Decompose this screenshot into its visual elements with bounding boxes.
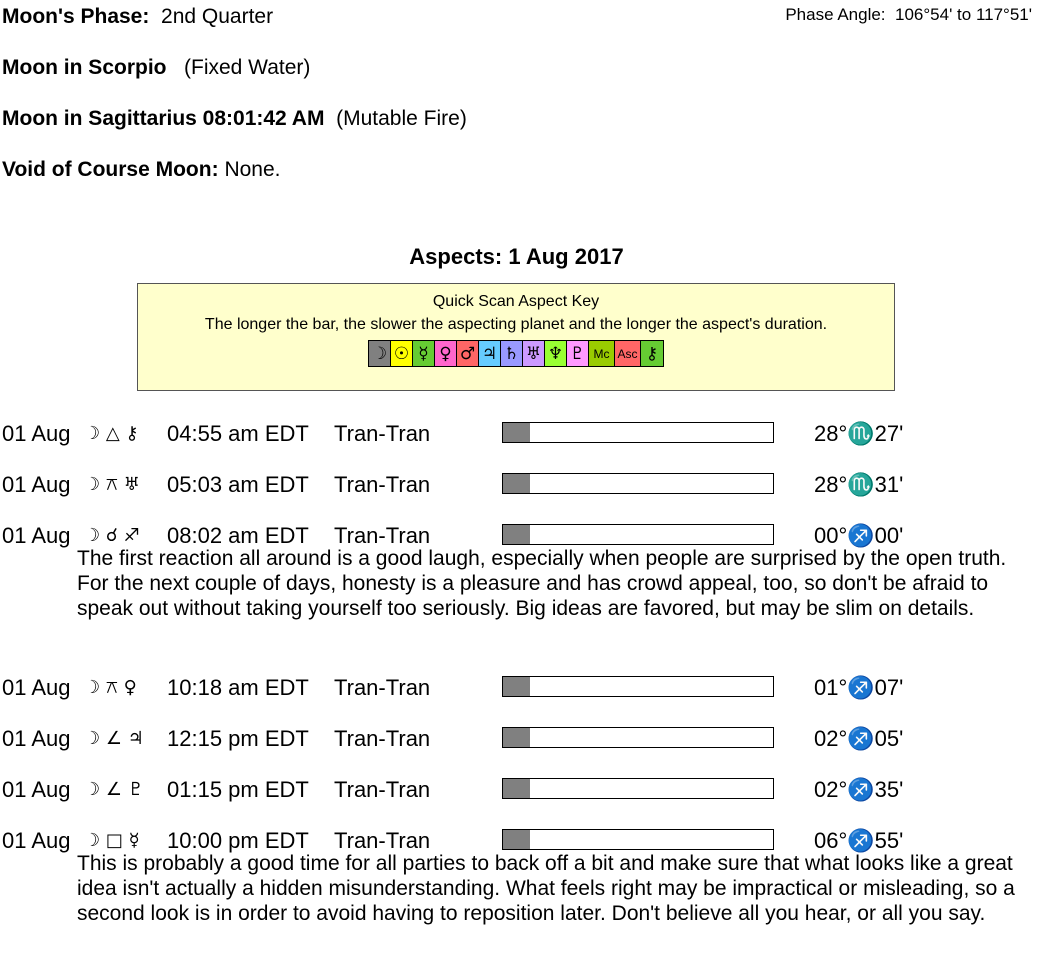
- aspect-position: 02°♐35': [814, 777, 904, 802]
- voc-label: Void of Course Moon:: [2, 158, 219, 181]
- duration-bar: [502, 473, 774, 494]
- duration-bar: [502, 778, 774, 799]
- duration-bar: [502, 727, 774, 748]
- aspect-description: This is probably a good time for all parties to back off a bit and make sure that what looks like a great idea isn't actually a hidden misunderstanding. What feels right may be impractical or misleading, so a second look is in order to avoid having to reposition later. Don't believe all you hear, or all you say.: [77, 852, 1015, 925]
- aspect-time: 05:03 am EDT: [167, 472, 309, 497]
- duration-bar: [502, 829, 774, 850]
- aspect-time: 04:55 am EDT: [167, 421, 309, 446]
- moon-sign-1-mode: (Fixed Water): [184, 56, 311, 79]
- moon-sign-line-1: [2, 56, 310, 80]
- aspect-key-box: [137, 283, 895, 391]
- duration-bar-fill: [503, 423, 530, 442]
- aspect-position: 00°♐00': [814, 523, 904, 548]
- aspects-title: Aspects: 1 Aug 2017: [409, 244, 624, 269]
- duration-bar-fill: [503, 525, 530, 544]
- planet-glyph-legend: [368, 340, 664, 367]
- moon-phase-line: [2, 5, 273, 29]
- glyph-5-icon: ♃: [479, 341, 501, 366]
- aspect-symbols: ☽ ⚻ ♀: [84, 677, 137, 698]
- moon-sign-line-2: [2, 107, 467, 131]
- glyph-3-icon: ♀: [435, 341, 457, 366]
- moon-sign-2: Moon in Sagittarius 08:01:42 AM: [2, 107, 325, 130]
- moon-phase-value: 2nd Quarter: [161, 5, 274, 28]
- duration-bar: [502, 422, 774, 443]
- aspect-symbols: ☽ ⚻ ♅: [84, 474, 140, 495]
- glyph-10-icon: Mc: [589, 341, 615, 366]
- moon-phase-label: Moon's Phase:: [2, 5, 150, 28]
- aspect-time: 10:00 pm EDT: [167, 828, 309, 853]
- aspect-date: 01 Aug: [2, 523, 71, 548]
- duration-bar-fill: [503, 474, 530, 493]
- aspect-symbols: ☽ ∠ ♇: [84, 779, 144, 800]
- aspect-time: 08:02 am EDT: [167, 523, 309, 548]
- aspect-date: 01 Aug: [2, 472, 71, 497]
- aspect-position: 28°♏31': [814, 472, 904, 497]
- glyph-7-icon: ♅: [523, 341, 545, 366]
- duration-bar: [502, 524, 774, 545]
- aspect-time: 01:15 pm EDT: [167, 777, 309, 802]
- moon-sign-1: Moon in Scorpio: [2, 56, 167, 79]
- glyph-0-icon: ☽: [369, 341, 391, 366]
- moon-sign-2-mode: (Mutable Fire): [336, 107, 467, 130]
- aspect-kind: Tran-Tran: [334, 472, 431, 497]
- void-of-course-line: [2, 158, 280, 182]
- aspect-kind: Tran-Tran: [334, 828, 431, 853]
- aspect-date: 01 Aug: [2, 828, 71, 853]
- glyph-2-icon: ☿: [413, 341, 435, 366]
- aspect-position: 02°♐05': [814, 726, 904, 751]
- duration-bar-fill: [503, 728, 530, 747]
- aspect-kind: Tran-Tran: [334, 523, 431, 548]
- aspect-symbols: ☽ ∠ ♃: [84, 728, 144, 749]
- glyph-11-icon: Asc: [615, 341, 641, 366]
- phase-angle-label: Phase Angle:: [785, 5, 886, 24]
- aspect-date: 01 Aug: [2, 726, 71, 751]
- glyph-8-icon: ♆: [545, 341, 567, 366]
- aspect-symbols: ☽ □ ☿: [84, 830, 140, 851]
- glyph-6-icon: ♄: [501, 341, 523, 366]
- glyph-1-icon: ☉: [391, 341, 413, 366]
- aspect-date: 01 Aug: [2, 675, 71, 700]
- phase-angle: [785, 5, 1032, 25]
- glyph-9-icon: ♇: [567, 341, 589, 366]
- glyph-4-icon: ♂: [457, 341, 479, 366]
- aspect-symbols: ☽ ☌ ♐: [84, 525, 140, 546]
- aspect-position: 06°♐55': [814, 828, 904, 853]
- aspect-date: 01 Aug: [2, 777, 71, 802]
- duration-bar-fill: [503, 830, 530, 849]
- aspect-position: 28°♏27': [814, 421, 904, 446]
- duration-bar: [502, 676, 774, 697]
- glyph-12-icon: ⚷: [641, 341, 663, 366]
- aspect-position: 01°♐07': [814, 675, 904, 700]
- voc-value: None.: [224, 158, 281, 181]
- aspect-kind: Tran-Tran: [334, 777, 431, 802]
- duration-bar-fill: [503, 677, 530, 696]
- aspect-kind: Tran-Tran: [334, 421, 431, 446]
- aspect-date: 01 Aug: [2, 421, 71, 446]
- aspect-time: 12:15 pm EDT: [167, 726, 309, 751]
- aspect-kind: Tran-Tran: [334, 726, 431, 751]
- phase-angle-value: 106°54' to 117°51': [895, 5, 1032, 24]
- aspect-key-title: Quick Scan Aspect Key: [432, 293, 600, 310]
- aspect-kind: Tran-Tran: [334, 675, 431, 700]
- aspect-description: The first reaction all around is a good laugh, especially when people are surprised by the open truth. For the next couple of days, honesty is a pleasure and has crowd appeal, too, so don't be afraid to speak out without taking yourself too seriously. Big ideas are favored, but may be slim on details.: [77, 547, 1007, 620]
- aspect-time: 10:18 am EDT: [167, 675, 309, 700]
- duration-bar-fill: [503, 779, 530, 798]
- aspect-key-subtitle: The longer the bar, the slower the aspecting planet and the longer the aspect's duration.: [204, 316, 828, 333]
- aspect-symbols: ☽ △ ⚷: [84, 423, 139, 444]
